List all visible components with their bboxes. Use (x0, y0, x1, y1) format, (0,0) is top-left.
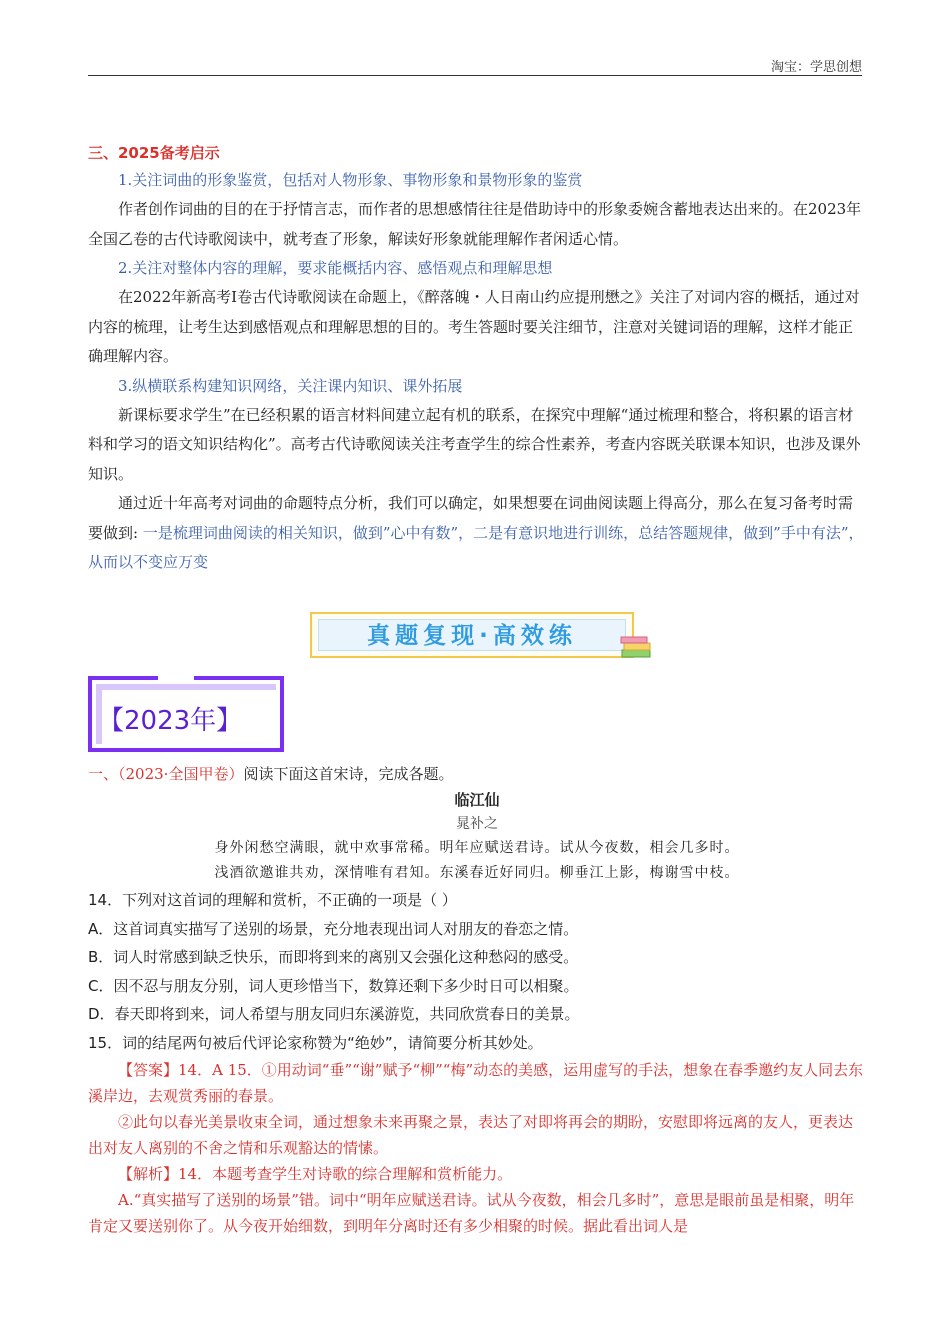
tip-2-body: 在2022年新高考Ⅰ卷古代诗歌阅读在命题上，《醉落魄・人日南山约应提刑懋之》关注了对词内容的概括，通过对内容的梳理，让考生达到感悟观点和理解思想的目的。考生答题时要关注细节，注意对关键词语的理解，这样才能正确理解内容。 (88, 288, 860, 365)
option-a: A．这首词真实描写了送别的场景，充分地表现出词人对朋友的眷恋之情。 (88, 919, 579, 938)
analysis-a: A.“真实描写了送别的场景”错。词中“明年应赋送君诗。试从今夜数，相会几多时”，意思是眼前虽是相聚，明年肯定又要送别你了。从今夜开始细数，到明年分离时还有多少相聚的时候。据此看出词人是 (88, 1191, 855, 1235)
banner-frame (310, 612, 634, 658)
poem-title: 临江仙 (454, 791, 500, 809)
tip-2-heading: 2.关注对整体内容的理解，要求能概括内容、感悟观点和理解思想 (118, 259, 553, 277)
answer-1: 【答案】14．A 15．①用动词“垂”“谢”赋予“柳”“梅”动态的美感，运用虚写的手法，想象在春季邀约友人同去东溪岸边，去观赏秀丽的春景。 (88, 1061, 864, 1105)
poem-line-2: 浅酒欲邀谁共劝，深情唯有君知。东溪春近好同归。柳垂江上影，梅谢雪中枝。 (214, 865, 740, 881)
page-header (88, 56, 862, 76)
tip-3-body: 新课标要求学生”在已经积累的语言材料间建立起有机的联系，在探究中理解“通过梳理和整合，将积累的语言材料和学习的语文知识结构化”。高考古代诗歌阅读关注考查学生的综合性素养，考查内容既关联课本知识，也涉及课外知识。 (88, 405, 861, 483)
analysis-text: 14．本题考查学生对诗歌的综合理解和赏析能力。 (178, 1165, 513, 1183)
header-text: 淘宝：学思创想 (770, 60, 862, 75)
year-frame-notch (158, 672, 194, 680)
option-c: C．因不忍与朋友分别，词人更珍惜当下，数算还剩下多少时日可以相聚。 (88, 976, 579, 995)
closing-paragraph (88, 489, 866, 578)
option-b: B．词人时常感到缺乏快乐，而即将到来的离别又会强化这种愁闷的感受。 (88, 948, 579, 966)
year-label: 【2023年】 (98, 706, 243, 736)
practice-banner (310, 612, 650, 662)
answer-2: ②此句以春光美景收束全词，通过想象未来再聚之景，表达了对即将再会的期盼，安慰即将远离的友人，更表达出对友人离别的不舍之情和乐观豁达的情愫。 (88, 1113, 854, 1157)
tip-3-heading: 3.纵横联系构建知识网络，关注课内知识、课外拓展 (118, 376, 463, 395)
year-heading (88, 676, 284, 752)
section-3 (88, 140, 866, 578)
question-section (88, 762, 866, 1239)
poem-line-1: 身外闲愁空满眼，就中欢事常稀。明年应赋送君诗。试从今夜数，相会几多时。 (214, 840, 740, 856)
question-intro (88, 762, 866, 786)
closing-highlight: 一是梳理词曲阅读的相关知识，做到”心中有数”，二是有意识地进行训练，总结答题规律，做到”手中有法”，从而以不变应万变 (88, 523, 864, 571)
analysis-label: 【解析】 (118, 1165, 179, 1183)
question-instruction: 阅读下面这首宋诗，完成各题。 (243, 765, 454, 783)
option-d: D．春天即将到来，词人希望与朋友同归东溪游览，共同欣赏春日的美景。 (88, 1005, 580, 1023)
books-icon (620, 634, 654, 660)
closing-plain: 通过近十年高考对词曲的命题特点分析，我们可以确定，如果想要在词曲阅读题上得高分，那么在复习备考时需要做到: (88, 494, 854, 542)
analysis-line (88, 1161, 866, 1187)
banner-title: 真题复现·高效练 (318, 619, 626, 651)
section-title: 三、2025备考启示 (88, 144, 220, 162)
question-source: 一、（2023·全国甲卷） (88, 765, 244, 783)
question-15: 15．词的结尾两句被后代评论家称赞为“绝妙”，请简要分析其妙处。 (88, 1033, 543, 1052)
tip-1-heading: 1.关注词曲的形象鉴赏，包括对人物形象、事物形象和景物形象的鉴赏 (118, 171, 583, 189)
poem-author: 晁补之 (456, 816, 498, 832)
tip-1-body: 作者创作词曲的目的在于抒情言志，而作者的思想感情往往是借助诗中的形象委婉含蓄地表达出来的。在2023年全国乙卷的古代诗歌阅读中，就考查了形象，解读好形象就能理解作者闲适心情。 (88, 200, 862, 248)
question-14: 14．下列对这首词的理解和赏析，不正确的一项是（ ） (88, 891, 457, 909)
